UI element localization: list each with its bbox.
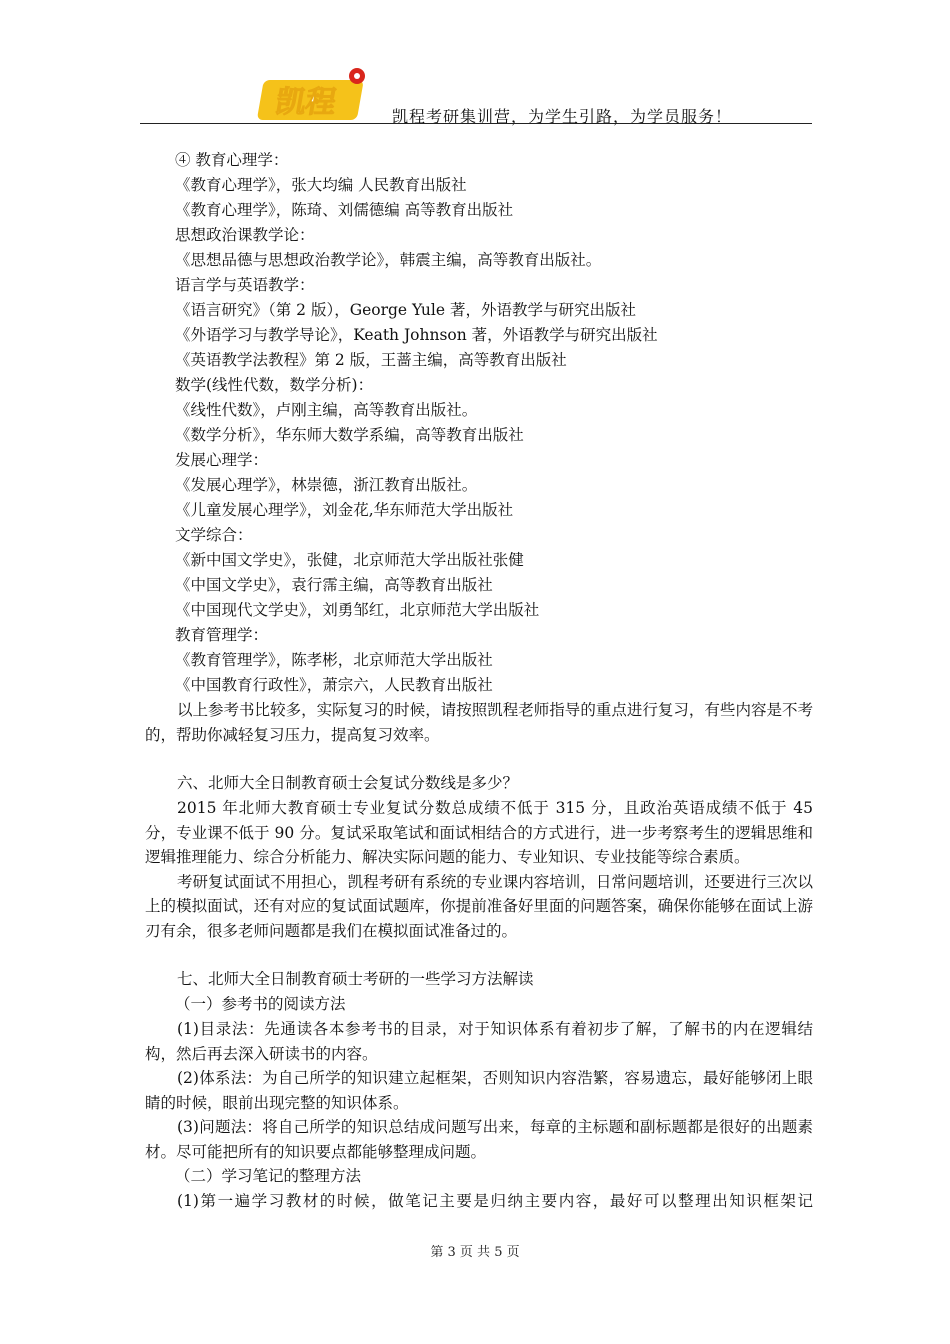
reading-list-item: 《儿童发展心理学》，刘金花,华东师范大学出版社 [175,501,514,519]
reading-list-item: 《外语学习与教学导论》，Keath Johnson 著，外语教学与研究出版社 [175,326,658,344]
page-number: 第 3 页 共 5 页 [430,1245,520,1260]
reading-list-item: 《教育管理学》，陈孝彬，北京师范大学出版社 [175,651,493,669]
reading-list-item: 《教育心理学》，张大均编 人民教育出版社 [175,176,467,194]
method-system: (2)体系法：为自己所学的知识建立起框架，否则知识内容浩繁，容易遗忘，最好能够闭上眼睛的时候，眼前出现完整的知识体系。 [145,1069,813,1112]
method-question: (3)问题法：将自己所学的知识总结成问题写出来，每章的主标题和副标题都是很好的出题素材。尽可能把所有的知识要点都能够整理成问题。 [145,1118,813,1161]
section6-paragraph-1: 2015 年北师大教育硕士专业复试分数总成绩不低于 315 分，且政治英语成绩不低于 45 分，专业课不低于 90 分。复试采取笔试和面试相结合的方式进行，进一步考察考生的逻辑思维和逻辑推理能力、综合分析能力、解决实际问题的能力、专业知识、专业技能等综合素质。 [145,799,813,866]
section7-subheading-1: （一）参考书的阅读方法 [175,995,346,1013]
section6-paragraph-2: 考研复试面试不用担心，凯程考研有系统的专业课内容培训，日常问题培训，还要进行三次以上的模拟面试，还有对应的复试面试题库，你提前准备好里面的问题答案，确保你能够在面试上游刃有余，很多老师问题都是我们在模拟面试准备过的。 [145,872,813,940]
reading-list-item: 《英语教学法教程》第 2 版，王蔷主编，高等教育出版社 [175,351,567,369]
reading-list-heading: 文学综合： [175,526,253,544]
kaicheng-logo [253,62,373,124]
reading-list-item: 《语言研究》（第 2 版），George Yule 著，外语教学与研究出版社 [175,301,636,319]
svg-text:凯程: 凯程 [272,85,339,120]
reading-list-heading: 语言学与英语教学： [175,276,315,294]
reading-list-item: 《线性代数》，卢刚主编，高等教育出版社。 [175,401,478,419]
section6-title: 六、北师大全日制教育硕士会复试分数线是多少？ [177,774,519,792]
reading-list [145,148,813,698]
reading-list-heading: ④ 教育心理学： [175,151,289,169]
reading-note: 以上参考书比较多，实际复习的时候，请按照凯程老师指导的重点进行复习，有些内容是不考的，帮助你减轻复习压力，提高复习效率。 [145,701,813,744]
reading-list-heading: 数学(线性代数，数学分析)： [175,376,374,394]
reading-list-item: 《中国教育行政性》，萧宗六，人民教育出版社 [175,676,493,694]
spacer [145,747,813,771]
reading-list-heading: 思想政治课教学论： [175,226,315,244]
reading-list-heading: 发展心理学： [175,451,269,469]
notes-method-1: (1)第一遍学习教材的时候，做笔记主要是归纳主要内容，最好可以整理出知识框架记 [177,1192,813,1210]
header-divider [140,123,812,124]
reading-list-item: 《新中国文学史》，张健，北京师范大学出版社张健 [175,551,524,569]
section7-title: 七、北师大全日制教育硕士考研的一些学习方法解读 [177,970,534,988]
spacer [145,943,813,967]
header-slogan: 凯程考研集训营，为学生引路，为学员服务！ [392,107,733,126]
document-body [145,148,813,1214]
reading-list-item: 《数学分析》，华东师大数学系编，高等教育出版社 [175,426,524,444]
reading-list-item: 《中国现代文学史》，刘勇邹红，北京师范大学出版社 [175,601,540,619]
section7-subheading-2: （二）学习笔记的整理方法 [175,1167,362,1185]
reading-list-item: 《思想品德与思想政治教学论》，韩震主编，高等教育出版社。 [175,251,602,269]
reading-list-item: 《发展心理学》，林崇德，浙江教育出版社。 [175,476,478,494]
reading-list-item: 《中国文学史》，袁行霈主编，高等教育出版社 [175,576,493,594]
reading-list-heading: 教育管理学： [175,626,269,644]
method-catalog: (1)目录法：先通读各本参考书的目录，对于知识体系有着初步了解，了解书的内在逻辑结构，然后再去深入研读书的内容。 [145,1020,813,1063]
reading-list-item: 《教育心理学》，陈琦、刘儒德编 高等教育出版社 [175,201,514,219]
